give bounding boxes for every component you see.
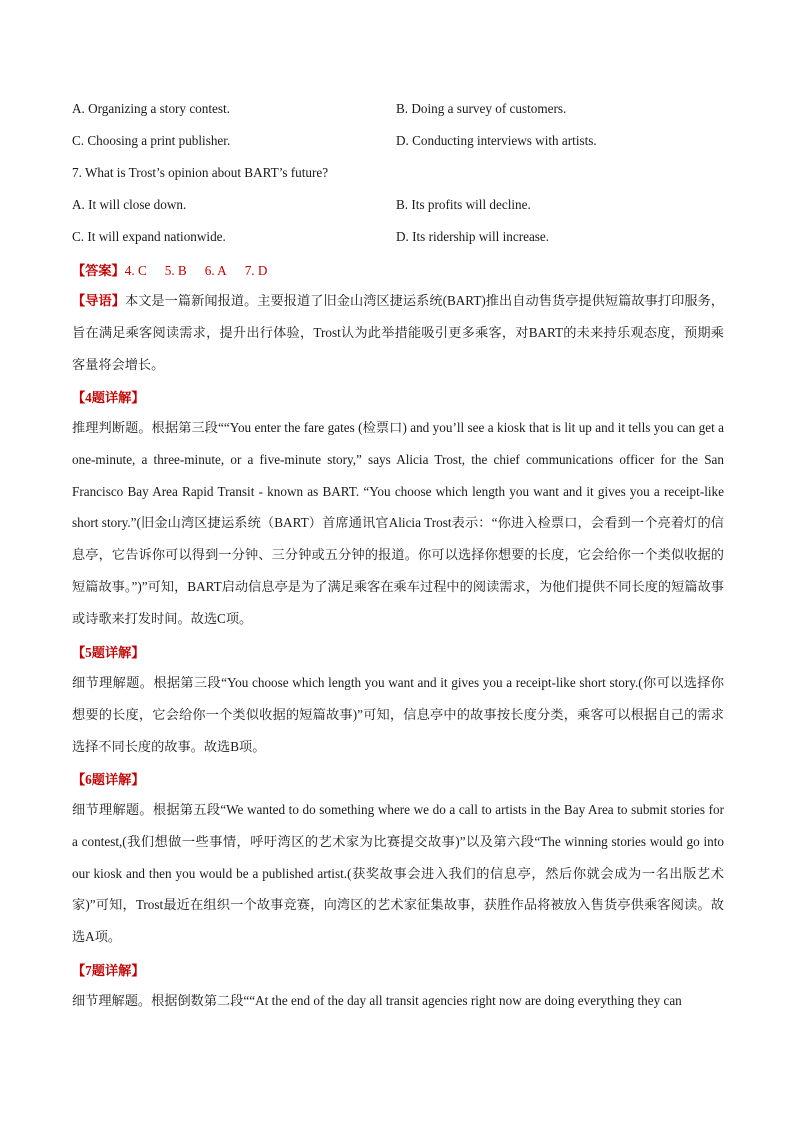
q7-question: 7. What is Trost’s opinion about BART’s future?	[72, 165, 329, 180]
q6-detail-text: 细节理解题。根据第五段“We wanted to do something where we do a call to artists in the Bay Area to submit stories for a contest,(我们想做一些事情，呼吁湾区的艺术家为比赛提交故事)”以及第六段“The winning stories would go into our kiosk and then you would be a published artist.(获奖故事会进入我们的信息亭，然后你就会成为一名出版艺术家)”可知，Trost最近在组织一个故事竞赛，向湾区的艺术家征集故事，获胜作品将被放入售货亭供乘客阅读。故选A项。	[72, 802, 724, 945]
q4-detail-text: 推理判断题。根据第三段““You enter the fare gates (检票口) and you’ll see a kiosk that is lit up and it tells you can get a one-minute, a three-minute, or a five-minute story,” says Alicia Trost, the chief communications officer for the San Francisco Bay Area Rapid Transit - known as BART. “You choose which length you want and it gives you a receipt-like short story.”(旧金山湾区捷运系统（BART）首席通讯官Alicia Trost表示：“你进入检票口，会看到一个亮着灯的信息亭，它告诉你可以得到一分钟、三分钟或五分钟的报道。你可以选择你想要的长度，它会给你一个类似收据的短篇故事。”)”可知，BART启动信息亭是为了满足乘客在乘车过程中的阅读需求，为他们提供不同长度的短篇故事或诗歌来打发时间。故选C项。	[72, 420, 724, 626]
guide-tag: 【导语】	[72, 293, 125, 308]
answer-item: 5. B	[164, 263, 187, 278]
guide-text: 本文是一篇新闻报道。主要报道了旧金山湾区捷运系统(BART)推出自动售货亭提供短篇故事打印服务，旨在满足乘客阅读需求，提升出行体验，Trost认为此举措能吸引更多乘客，对BART的未来持乐观态度，预期乘客量将会增长。	[72, 293, 724, 372]
answer-key	[72, 260, 285, 279]
q5-detail-heading: 【5题详解】	[72, 645, 145, 660]
q7-detail-text: 细节理解题。根据倒数第二段““At the end of the day all transit agencies right now are doing everything they can	[72, 993, 682, 1008]
q6-options-row-1	[72, 101, 732, 123]
answer-item: 6. A	[204, 263, 227, 278]
q6-option-b: B. Doing a survey of customers.	[396, 101, 567, 116]
q7-option-d: D. Its ridership will increase.	[396, 229, 550, 244]
q6-option-d: D. Conducting interviews with artists.	[396, 133, 597, 148]
q6-option-c: C. Choosing a print publisher.	[72, 133, 231, 148]
q6-detail-heading: 【6题详解】	[72, 772, 145, 787]
q4-detail-heading: 【4题详解】	[72, 390, 145, 405]
guide-paragraph	[72, 285, 724, 380]
q7-detail-heading: 【7题详解】	[72, 963, 145, 978]
q6-options-row-2	[72, 133, 732, 155]
q7-option-b: B. Its profits will decline.	[396, 197, 531, 212]
answer-item: 7. D	[244, 263, 268, 278]
q7-option-c: C. It will expand nationwide.	[72, 229, 226, 244]
q7-options-row-1	[72, 197, 732, 219]
answer-tag: 【答案】	[72, 263, 125, 278]
q6-option-a: A. Organizing a story contest.	[72, 101, 230, 116]
q7-options-row-2	[72, 229, 732, 251]
q5-detail-text: 细节理解题。根据第三段“You choose which length you want and it gives you a receipt-like short story.(你可以选择你想要的长度，它会给你一个类似收据的短篇故事)”可知，信息亭中的故事按长度分类，乘客可以根据自己的需求选择不同长度的故事。故选B项。	[72, 675, 724, 754]
q7-option-a: A. It will close down.	[72, 197, 187, 212]
answer-item: 4. C	[124, 263, 147, 278]
